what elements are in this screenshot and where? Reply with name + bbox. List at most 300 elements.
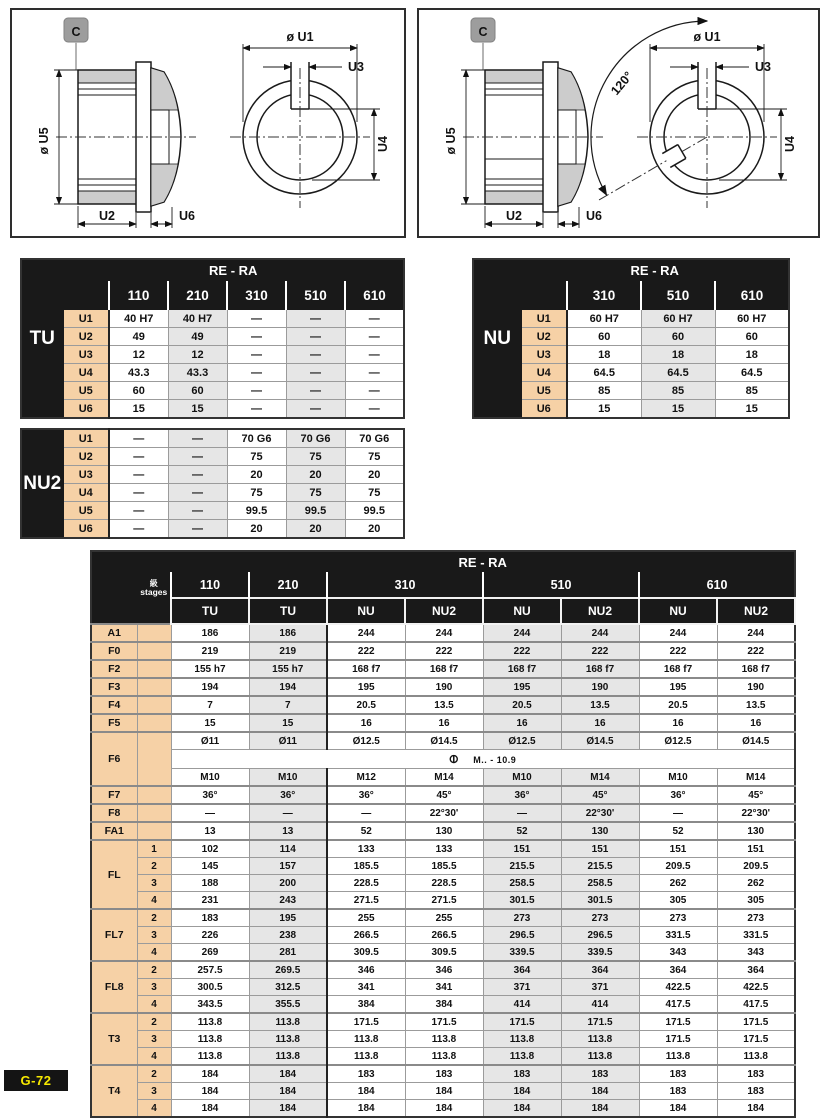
table-cell: 184 <box>717 1100 795 1118</box>
table-cell: 130 <box>405 822 483 840</box>
table-cell: 20 <box>345 466 404 484</box>
table-cell: 184 <box>327 1100 405 1118</box>
table-cell: 183 <box>405 1065 483 1083</box>
nu-dimensions-table <box>472 258 790 419</box>
header-blank <box>63 282 109 310</box>
type-header: NU <box>327 598 405 624</box>
row-label: F2 <box>91 660 137 678</box>
table-cell: 190 <box>561 678 639 696</box>
table-cell: 113.8 <box>561 1048 639 1066</box>
type-header: TU <box>171 598 249 624</box>
dim-label-u6: U6 <box>586 209 602 223</box>
table-cell: 222 <box>717 642 795 660</box>
table-cell: — <box>345 328 404 346</box>
table-cell: — <box>109 429 168 448</box>
table-cell: 60 H7 <box>567 310 641 328</box>
table-cell: 15 <box>249 714 327 732</box>
dim-label-u5: ø U5 <box>444 127 458 155</box>
stage-cell: 3 <box>137 875 171 892</box>
table-cell: 184 <box>249 1065 327 1083</box>
table-cell: 341 <box>405 979 483 996</box>
row-label: U5 <box>63 382 109 400</box>
table-cell: 243 <box>249 892 327 910</box>
table-cell: 70 G6 <box>286 429 345 448</box>
drawing-box-right <box>417 8 820 238</box>
table-cell: 305 <box>639 892 717 910</box>
table-cell: 49 <box>109 328 168 346</box>
table-cell: 168 f7 <box>561 660 639 678</box>
table-cell: 85 <box>567 382 641 400</box>
table-cell: 75 <box>286 484 345 502</box>
table-cell: 113.8 <box>171 1048 249 1066</box>
table-cell: 183 <box>483 1065 561 1083</box>
table-cell: 185.5 <box>327 858 405 875</box>
dim-label-u4: U4 <box>783 136 797 152</box>
table-cell: — <box>227 346 286 364</box>
col-header: 110 <box>109 282 168 310</box>
table-cell: 183 <box>639 1083 717 1100</box>
table-cell: 171.5 <box>327 1013 405 1031</box>
table-cell: 255 <box>327 909 405 927</box>
table-cell: 113.8 <box>327 1048 405 1066</box>
table-cell: 114 <box>249 840 327 858</box>
table-cell: 18 <box>641 346 715 364</box>
stage-cell: 3 <box>137 1083 171 1100</box>
table-cell: — <box>345 346 404 364</box>
table-cell: 60 H7 <box>641 310 715 328</box>
table-cell: 7 <box>249 696 327 714</box>
table-cell: 113.8 <box>483 1031 561 1048</box>
table-cell: 343.5 <box>171 996 249 1014</box>
row-label: FL8 <box>91 961 137 1013</box>
stage-cell <box>137 786 171 804</box>
tbl-nu <box>472 258 790 419</box>
main-table <box>90 550 796 1118</box>
table-cell: 113.8 <box>171 1013 249 1031</box>
row-label: FL7 <box>91 909 137 961</box>
table-cell: 222 <box>327 642 405 660</box>
table-cell: 171.5 <box>717 1031 795 1048</box>
table-cell: 13.5 <box>717 696 795 714</box>
group-label: TU <box>21 259 63 418</box>
table-cell: M14 <box>405 769 483 787</box>
table-cell: 184 <box>639 1100 717 1118</box>
table-cell: 244 <box>405 624 483 642</box>
table-cell: 168 f7 <box>405 660 483 678</box>
table-cell: 414 <box>561 996 639 1014</box>
table-cell: 184 <box>171 1083 249 1100</box>
table-cell: 305 <box>717 892 795 910</box>
table-cell: 64.5 <box>567 364 641 382</box>
table-cell: 266.5 <box>327 927 405 944</box>
table-cell: 145 <box>171 858 249 875</box>
row-label: U1 <box>521 310 567 328</box>
table-cell: — <box>249 804 327 822</box>
stage-cell <box>137 732 171 786</box>
group-label: NU <box>473 259 521 418</box>
table-cell: 195 <box>639 678 717 696</box>
table-cell: — <box>345 310 404 328</box>
table-cell: 244 <box>717 624 795 642</box>
stage-cell <box>137 624 171 642</box>
row-label: F5 <box>91 714 137 732</box>
stage-cell <box>137 660 171 678</box>
table-cell: 281 <box>249 944 327 962</box>
table-cell: 273 <box>483 909 561 927</box>
table-cell: 194 <box>171 678 249 696</box>
stage-cell <box>137 678 171 696</box>
size-header: 310 <box>327 573 483 599</box>
table-cell: M10 <box>483 769 561 787</box>
tu-dimensions-table <box>20 258 405 419</box>
table-cell: — <box>227 310 286 328</box>
side-view <box>463 62 603 212</box>
table-cell: 52 <box>639 822 717 840</box>
table-cell: 371 <box>483 979 561 996</box>
table-cell: 113.8 <box>561 1031 639 1048</box>
table-cell: 190 <box>405 678 483 696</box>
table-cell: M10 <box>639 769 717 787</box>
table-cell: 18 <box>715 346 789 364</box>
table-cell: — <box>345 382 404 400</box>
stage-cell: 4 <box>137 996 171 1014</box>
table-cell: Ø11 <box>249 732 327 750</box>
table-cell: 15 <box>715 400 789 419</box>
table-cell: 183 <box>717 1083 795 1100</box>
table-cell: 195 <box>249 909 327 927</box>
table-cell: 130 <box>561 822 639 840</box>
table-cell: — <box>227 382 286 400</box>
badge-label: C <box>478 25 488 39</box>
type-header: NU2 <box>561 598 639 624</box>
stage-cell: 3 <box>137 1031 171 1048</box>
table-cell: 45° <box>405 786 483 804</box>
table-cell: — <box>286 382 345 400</box>
table-cell: 209.5 <box>717 858 795 875</box>
table-cell: 16 <box>327 714 405 732</box>
front-dimensions <box>591 21 787 195</box>
table-cell: 43.3 <box>168 364 227 382</box>
badge-label: C <box>71 25 81 39</box>
table-cell: M12 <box>327 769 405 787</box>
table-cell: 273 <box>717 909 795 927</box>
row-label: U4 <box>63 484 109 502</box>
stage-cell: 2 <box>137 858 171 875</box>
table-cell: 113.8 <box>639 1048 717 1066</box>
table-cell: — <box>168 484 227 502</box>
table-cell: 18 <box>567 346 641 364</box>
table-cell: 371 <box>561 979 639 996</box>
table-cell: 300.5 <box>171 979 249 996</box>
table-cell: — <box>171 804 249 822</box>
table-cell: 52 <box>327 822 405 840</box>
row-label: U6 <box>521 400 567 419</box>
stage-cell: 4 <box>137 944 171 962</box>
header-corner <box>91 551 137 624</box>
table-cell: 36° <box>171 786 249 804</box>
table-cell: 422.5 <box>717 979 795 996</box>
table-cell: 222 <box>483 642 561 660</box>
table-cell: — <box>286 400 345 419</box>
row-label: U2 <box>63 448 109 466</box>
table-cell: — <box>168 429 227 448</box>
table-cell: 184 <box>561 1100 639 1118</box>
table-cell: 12 <box>109 346 168 364</box>
table-cell: 186 <box>171 624 249 642</box>
stage-cell: 4 <box>137 1100 171 1118</box>
table-cell: 16 <box>639 714 717 732</box>
table-cell: 222 <box>639 642 717 660</box>
table-cell: 200 <box>249 875 327 892</box>
table-cell: 15 <box>168 400 227 419</box>
table-cell: 157 <box>249 858 327 875</box>
table-cell: 238 <box>249 927 327 944</box>
stage-cell <box>137 642 171 660</box>
row-label: U4 <box>63 364 109 382</box>
dim-label-u2: U2 <box>99 209 115 223</box>
table-cell: 188 <box>171 875 249 892</box>
table-cell: 184 <box>171 1100 249 1118</box>
table-cell: 364 <box>639 961 717 979</box>
table-cell: 20.5 <box>483 696 561 714</box>
table-cell: 60 <box>567 328 641 346</box>
row-label: U5 <box>521 382 567 400</box>
table-title: RE - RA <box>171 551 795 573</box>
dim-label-u1: ø U1 <box>286 30 314 44</box>
table-cell: 296.5 <box>483 927 561 944</box>
table-cell: 301.5 <box>483 892 561 910</box>
table-cell: 228.5 <box>327 875 405 892</box>
row-label: F0 <box>91 642 137 660</box>
table-cell: 40 H7 <box>168 310 227 328</box>
table-cell: 13 <box>171 822 249 840</box>
table-cell: 16 <box>561 714 639 732</box>
table-cell: — <box>286 346 345 364</box>
dimension-drawing-nu <box>419 10 818 236</box>
table-cell: 20 <box>345 520 404 539</box>
table-cell: 113.8 <box>327 1031 405 1048</box>
table-cell: — <box>168 466 227 484</box>
table-cell: 343 <box>639 944 717 962</box>
col-header: 510 <box>286 282 345 310</box>
table-cell: 184 <box>483 1100 561 1118</box>
table-cell: 184 <box>249 1083 327 1100</box>
table-cell: 151 <box>561 840 639 858</box>
table-cell: M10 <box>249 769 327 787</box>
table-cell: 22°30' <box>717 804 795 822</box>
table-cell: 75 <box>227 448 286 466</box>
table-cell: 15 <box>171 714 249 732</box>
table-cell: 309.5 <box>405 944 483 962</box>
nu2-dimensions-table <box>20 428 405 539</box>
table-cell: 151 <box>483 840 561 858</box>
table-cell: 185.5 <box>405 858 483 875</box>
table-cell: 312.5 <box>249 979 327 996</box>
table-cell: 244 <box>483 624 561 642</box>
table-cell: 184 <box>171 1065 249 1083</box>
table-cell: 13.5 <box>561 696 639 714</box>
table-cell: — <box>286 364 345 382</box>
table-cell: 364 <box>561 961 639 979</box>
size-header: 110 <box>171 573 249 599</box>
table-cell: Ø12.5 <box>483 732 561 750</box>
table-cell: 20.5 <box>327 696 405 714</box>
table-cell: 133 <box>405 840 483 858</box>
bolt-icon: ⊖ <box>447 753 462 765</box>
table-cell: — <box>109 502 168 520</box>
table-cell: 70 G6 <box>345 429 404 448</box>
table-cell: 36° <box>639 786 717 804</box>
table-cell: 346 <box>405 961 483 979</box>
table-cell: Ø12.5 <box>639 732 717 750</box>
table-cell: 183 <box>561 1065 639 1083</box>
table-cell: — <box>168 520 227 539</box>
stage-cell <box>137 696 171 714</box>
header-blank <box>521 282 567 310</box>
row-label: U1 <box>63 429 109 448</box>
stage-cell <box>137 714 171 732</box>
table-cell: 75 <box>345 484 404 502</box>
row-label: T3 <box>91 1013 137 1065</box>
table-cell: 75 <box>286 448 345 466</box>
table-cell: 60 <box>715 328 789 346</box>
table-cell: 190 <box>717 678 795 696</box>
table-cell: 171.5 <box>717 1013 795 1031</box>
row-label: U2 <box>63 328 109 346</box>
table-cell: 85 <box>715 382 789 400</box>
row-label: U2 <box>521 328 567 346</box>
row-label: FA1 <box>91 822 137 840</box>
table-cell: — <box>286 328 345 346</box>
table-cell: 20 <box>227 520 286 539</box>
table-cell: 22°30' <box>561 804 639 822</box>
table-cell: 222 <box>561 642 639 660</box>
stage-cell: 3 <box>137 979 171 996</box>
table-cell: 13.5 <box>405 696 483 714</box>
dim-label-u1: ø U1 <box>693 30 721 44</box>
stage-cell: 2 <box>137 1065 171 1083</box>
table-cell: 269 <box>171 944 249 962</box>
table-cell: 7 <box>171 696 249 714</box>
stages-word: stages <box>140 586 168 597</box>
table-cell: 384 <box>405 996 483 1014</box>
table-cell: 113.8 <box>249 1013 327 1031</box>
row-label: U3 <box>63 466 109 484</box>
table-cell: 194 <box>249 678 327 696</box>
table-cell: — <box>227 328 286 346</box>
table-cell: 15 <box>641 400 715 419</box>
table-cell: 184 <box>405 1083 483 1100</box>
table-cell: 99.5 <box>345 502 404 520</box>
row-label: F3 <box>91 678 137 696</box>
row-label: A1 <box>91 624 137 642</box>
table-cell: 266.5 <box>405 927 483 944</box>
table-cell: 417.5 <box>639 996 717 1014</box>
row-label: U3 <box>521 346 567 364</box>
table-cell: 75 <box>227 484 286 502</box>
table-cell: 45° <box>561 786 639 804</box>
table-cell: — <box>345 364 404 382</box>
stage-cell: 2 <box>137 1013 171 1031</box>
table-cell: 22°30' <box>405 804 483 822</box>
row-label: U5 <box>63 502 109 520</box>
type-header: TU <box>249 598 327 624</box>
page-number-tab: G-72 <box>4 1070 68 1091</box>
stage-cell: 1 <box>137 840 171 858</box>
col-header: 610 <box>345 282 404 310</box>
col-header: 210 <box>168 282 227 310</box>
table-cell: 184 <box>561 1083 639 1100</box>
table-cell: 301.5 <box>561 892 639 910</box>
row-label: FL <box>91 840 137 909</box>
f6-note-cell <box>171 750 795 769</box>
table-cell: 20 <box>286 466 345 484</box>
table-cell: 60 <box>109 382 168 400</box>
table-cell: 215.5 <box>561 858 639 875</box>
table-cell: 257.5 <box>171 961 249 979</box>
table-cell: 40 H7 <box>109 310 168 328</box>
type-header: NU <box>639 598 717 624</box>
table-cell: 226 <box>171 927 249 944</box>
table-cell: 155 h7 <box>249 660 327 678</box>
type-header: NU2 <box>405 598 483 624</box>
table-cell: 43.3 <box>109 364 168 382</box>
section-badge <box>64 18 88 70</box>
table-cell: 184 <box>483 1083 561 1100</box>
table-cell: 133 <box>327 840 405 858</box>
table-cell: 219 <box>249 642 327 660</box>
table-cell: — <box>345 400 404 419</box>
table-cell: 16 <box>483 714 561 732</box>
table-cell: 209.5 <box>639 858 717 875</box>
table-cell: — <box>109 448 168 466</box>
front-view <box>230 62 370 208</box>
table-cell: 113.8 <box>249 1048 327 1066</box>
table-cell: 183 <box>717 1065 795 1083</box>
table-cell: 273 <box>561 909 639 927</box>
dim-label-u6: U6 <box>179 209 195 223</box>
table-cell: 171.5 <box>405 1013 483 1031</box>
table-cell: 12 <box>168 346 227 364</box>
table-cell: 184 <box>249 1100 327 1118</box>
size-header: 510 <box>483 573 639 599</box>
stages-header <box>137 551 171 624</box>
table-cell: 183 <box>327 1065 405 1083</box>
section-badge <box>471 18 495 70</box>
table-cell: 75 <box>345 448 404 466</box>
table-cell: 364 <box>483 961 561 979</box>
table-cell: 60 <box>168 382 227 400</box>
table-cell: 273 <box>639 909 717 927</box>
table-title: RE - RA <box>63 259 404 282</box>
row-label: U6 <box>63 400 109 419</box>
table-cell: 171.5 <box>561 1013 639 1031</box>
table-cell: 255 <box>405 909 483 927</box>
dim-label-u3: U3 <box>348 60 364 74</box>
angle-label: 120° <box>608 69 636 98</box>
table-cell: 99.5 <box>227 502 286 520</box>
row-label: F7 <box>91 786 137 804</box>
row-label: U3 <box>63 346 109 364</box>
stage-cell: 4 <box>137 1048 171 1066</box>
type-header: NU2 <box>717 598 795 624</box>
table-cell: 296.5 <box>561 927 639 944</box>
table-cell: 130 <box>717 822 795 840</box>
table-cell: Ø14.5 <box>561 732 639 750</box>
table-cell: 171.5 <box>639 1031 717 1048</box>
table-cell: 195 <box>327 678 405 696</box>
row-label: U1 <box>63 310 109 328</box>
